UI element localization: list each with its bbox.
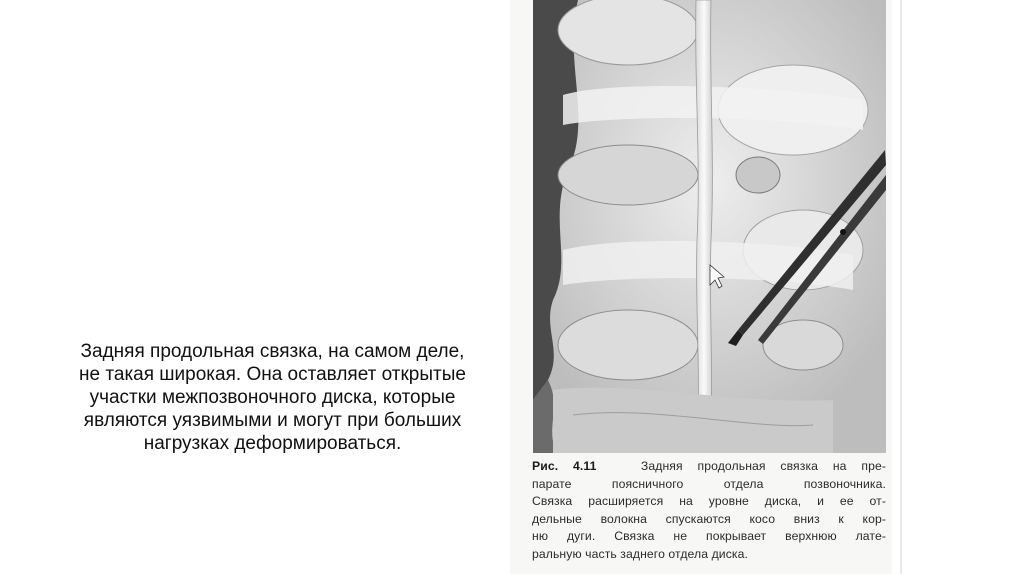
caption-line: Связка расширяется на уровне диска, и ее от-	[532, 494, 886, 508]
caption-line: парате поясничного отдела позвоночника.	[532, 476, 886, 491]
body-text-line: Задняя продольная связка, на самом деле,	[80, 341, 465, 362]
caption-line: ральную часть заднего отдела диска.	[532, 546, 748, 561]
figure-page	[510, 0, 892, 574]
caption-line: Рис. 4.11 Задняя продольная связка на пре-	[532, 459, 886, 473]
body-text-line: не такая широкая. Она оставляет открытые	[79, 364, 466, 385]
slide-body-text	[40, 340, 505, 455]
ligament	[696, 0, 713, 420]
caption-line: дельные волокна спускаются косо вниз к кор-	[532, 511, 886, 526]
page-edge-divider	[900, 0, 902, 574]
body-text-line: участки межпозвоночного диска, которые	[89, 387, 456, 408]
specimen-photo	[533, 0, 886, 453]
caption-line: ню дуги. Связка не покрывает верхнюю лате-	[532, 529, 886, 543]
figure-label: Рис. 4.11	[532, 459, 597, 473]
figure-caption	[532, 458, 886, 563]
body-text-line: являются уязвимыми и могут при больших	[83, 410, 462, 431]
specimen-illustration	[533, 0, 886, 453]
body-text-line: нагрузках деформироваться.	[143, 433, 402, 454]
